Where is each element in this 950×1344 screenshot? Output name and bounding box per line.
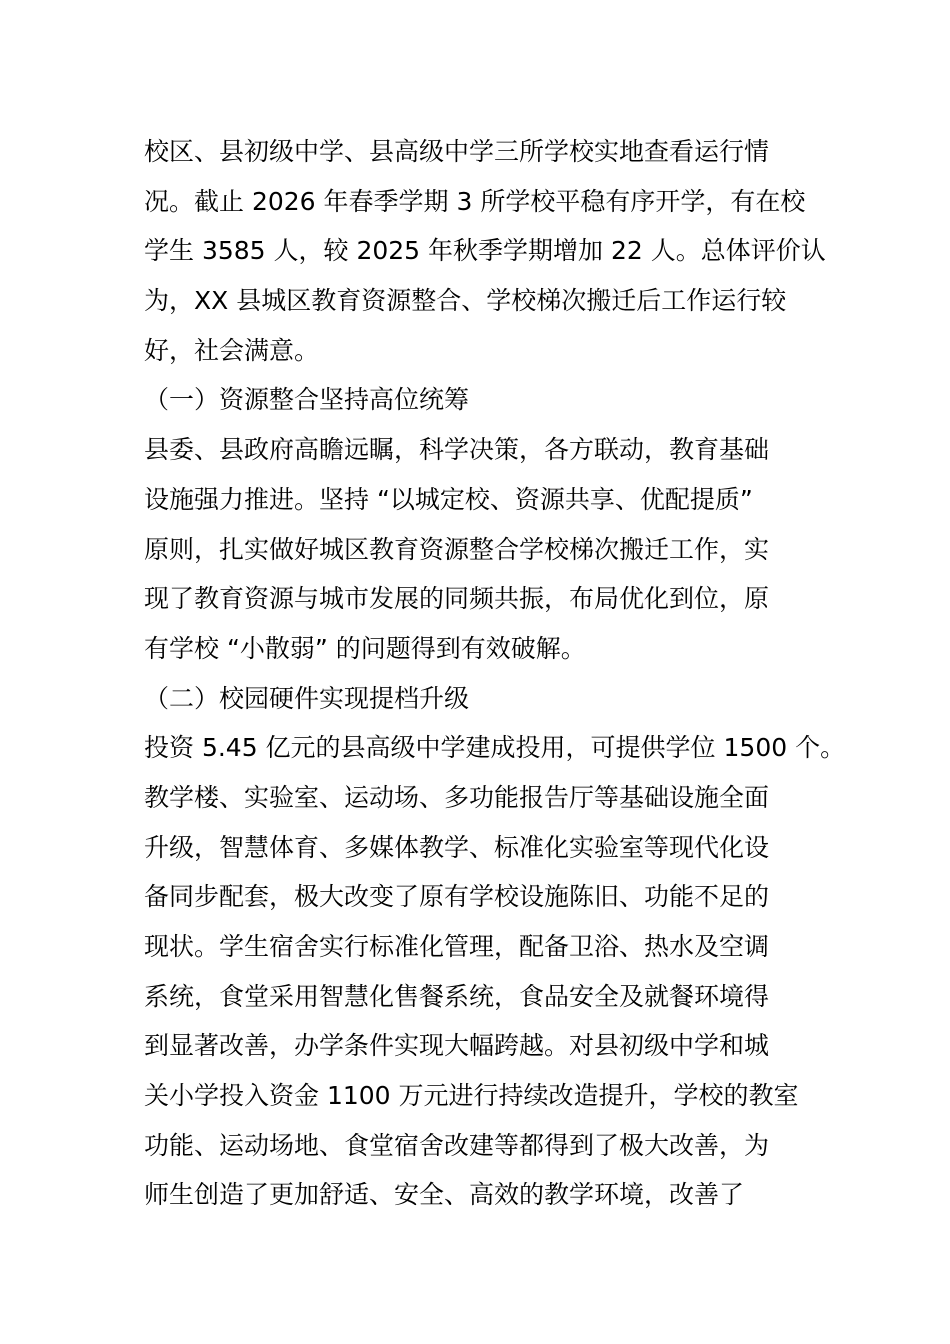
section-heading-1: （一）资源整合坚持高位统筹 <box>144 385 470 415</box>
paragraph-line: 功能、运动场地、食堂宿舍改建等都得到了极大改善，为 <box>144 1130 770 1160</box>
paragraph-line: 好，社会满意。 <box>144 335 320 365</box>
section-heading-2: （二）校园硬件实现提档升级 <box>144 683 470 713</box>
paragraph-line: 到显著改善，办学条件实现大幅跨越。对县初级中学和城 <box>144 1031 770 1061</box>
paragraph-line: 现了教育资源与城市发展的同频共振，布局优化到位，原 <box>144 584 770 614</box>
paragraph-line: 关小学投入资金 1100 万元进行持续改造提升，学校的教室 <box>144 1081 799 1111</box>
paragraph-line: 师生创造了更加舒适、安全、高效的教学环境，改善了 <box>144 1180 745 1210</box>
paragraph-line: 系统，食堂采用智慧化售餐系统，食品安全及就餐环境得 <box>144 981 770 1011</box>
paragraph-line: 现状。学生宿舍实行标准化管理，配备卫浴、热水及空调 <box>144 932 770 961</box>
paragraph-line: 设施强力推进。坚持 “以城定校、资源共享、优配提质” <box>144 484 753 514</box>
document-body <box>144 127 846 1220</box>
paragraph-line: 原则，扎实做好城区教育资源整合学校梯次搬迁工作，实 <box>144 534 770 564</box>
paragraph-line: 况。截止 2026 年春季学期 3 所学校平稳有序开学，有在校 <box>144 186 806 216</box>
paragraph-line: 教学楼、实验室、运动场、多功能报告厅等基础设施全面 <box>144 782 770 812</box>
paragraph-line: 备同步配套，极大改变了原有学校设施陈旧、功能不足的 <box>144 882 770 912</box>
paragraph-line: 有学校 “小散弱” 的问题得到有效破解。 <box>144 633 586 663</box>
paragraph-line: 校区、县初级中学、县高级中学三所学校实地查看运行情 <box>144 137 770 166</box>
paragraph-line: 县委、县政府高瞻远瞩，科学决策，各方联动，教育基础 <box>144 435 770 465</box>
paragraph-line: 为，XX 县城区教育资源整合、学校梯次搬迁后工作运行较 <box>144 286 787 316</box>
paragraph-line: 投资 5.45 亿元的县高级中学建成投用，可提供学位 1500 个。 <box>144 733 846 763</box>
paragraph-line: 升级，智慧体育、多媒体教学、标准化实验室等现代化设 <box>144 832 770 862</box>
paragraph-line: 学生 3585 人，较 2025 年秋季学期增加 22 人。总体评价认 <box>144 236 826 266</box>
